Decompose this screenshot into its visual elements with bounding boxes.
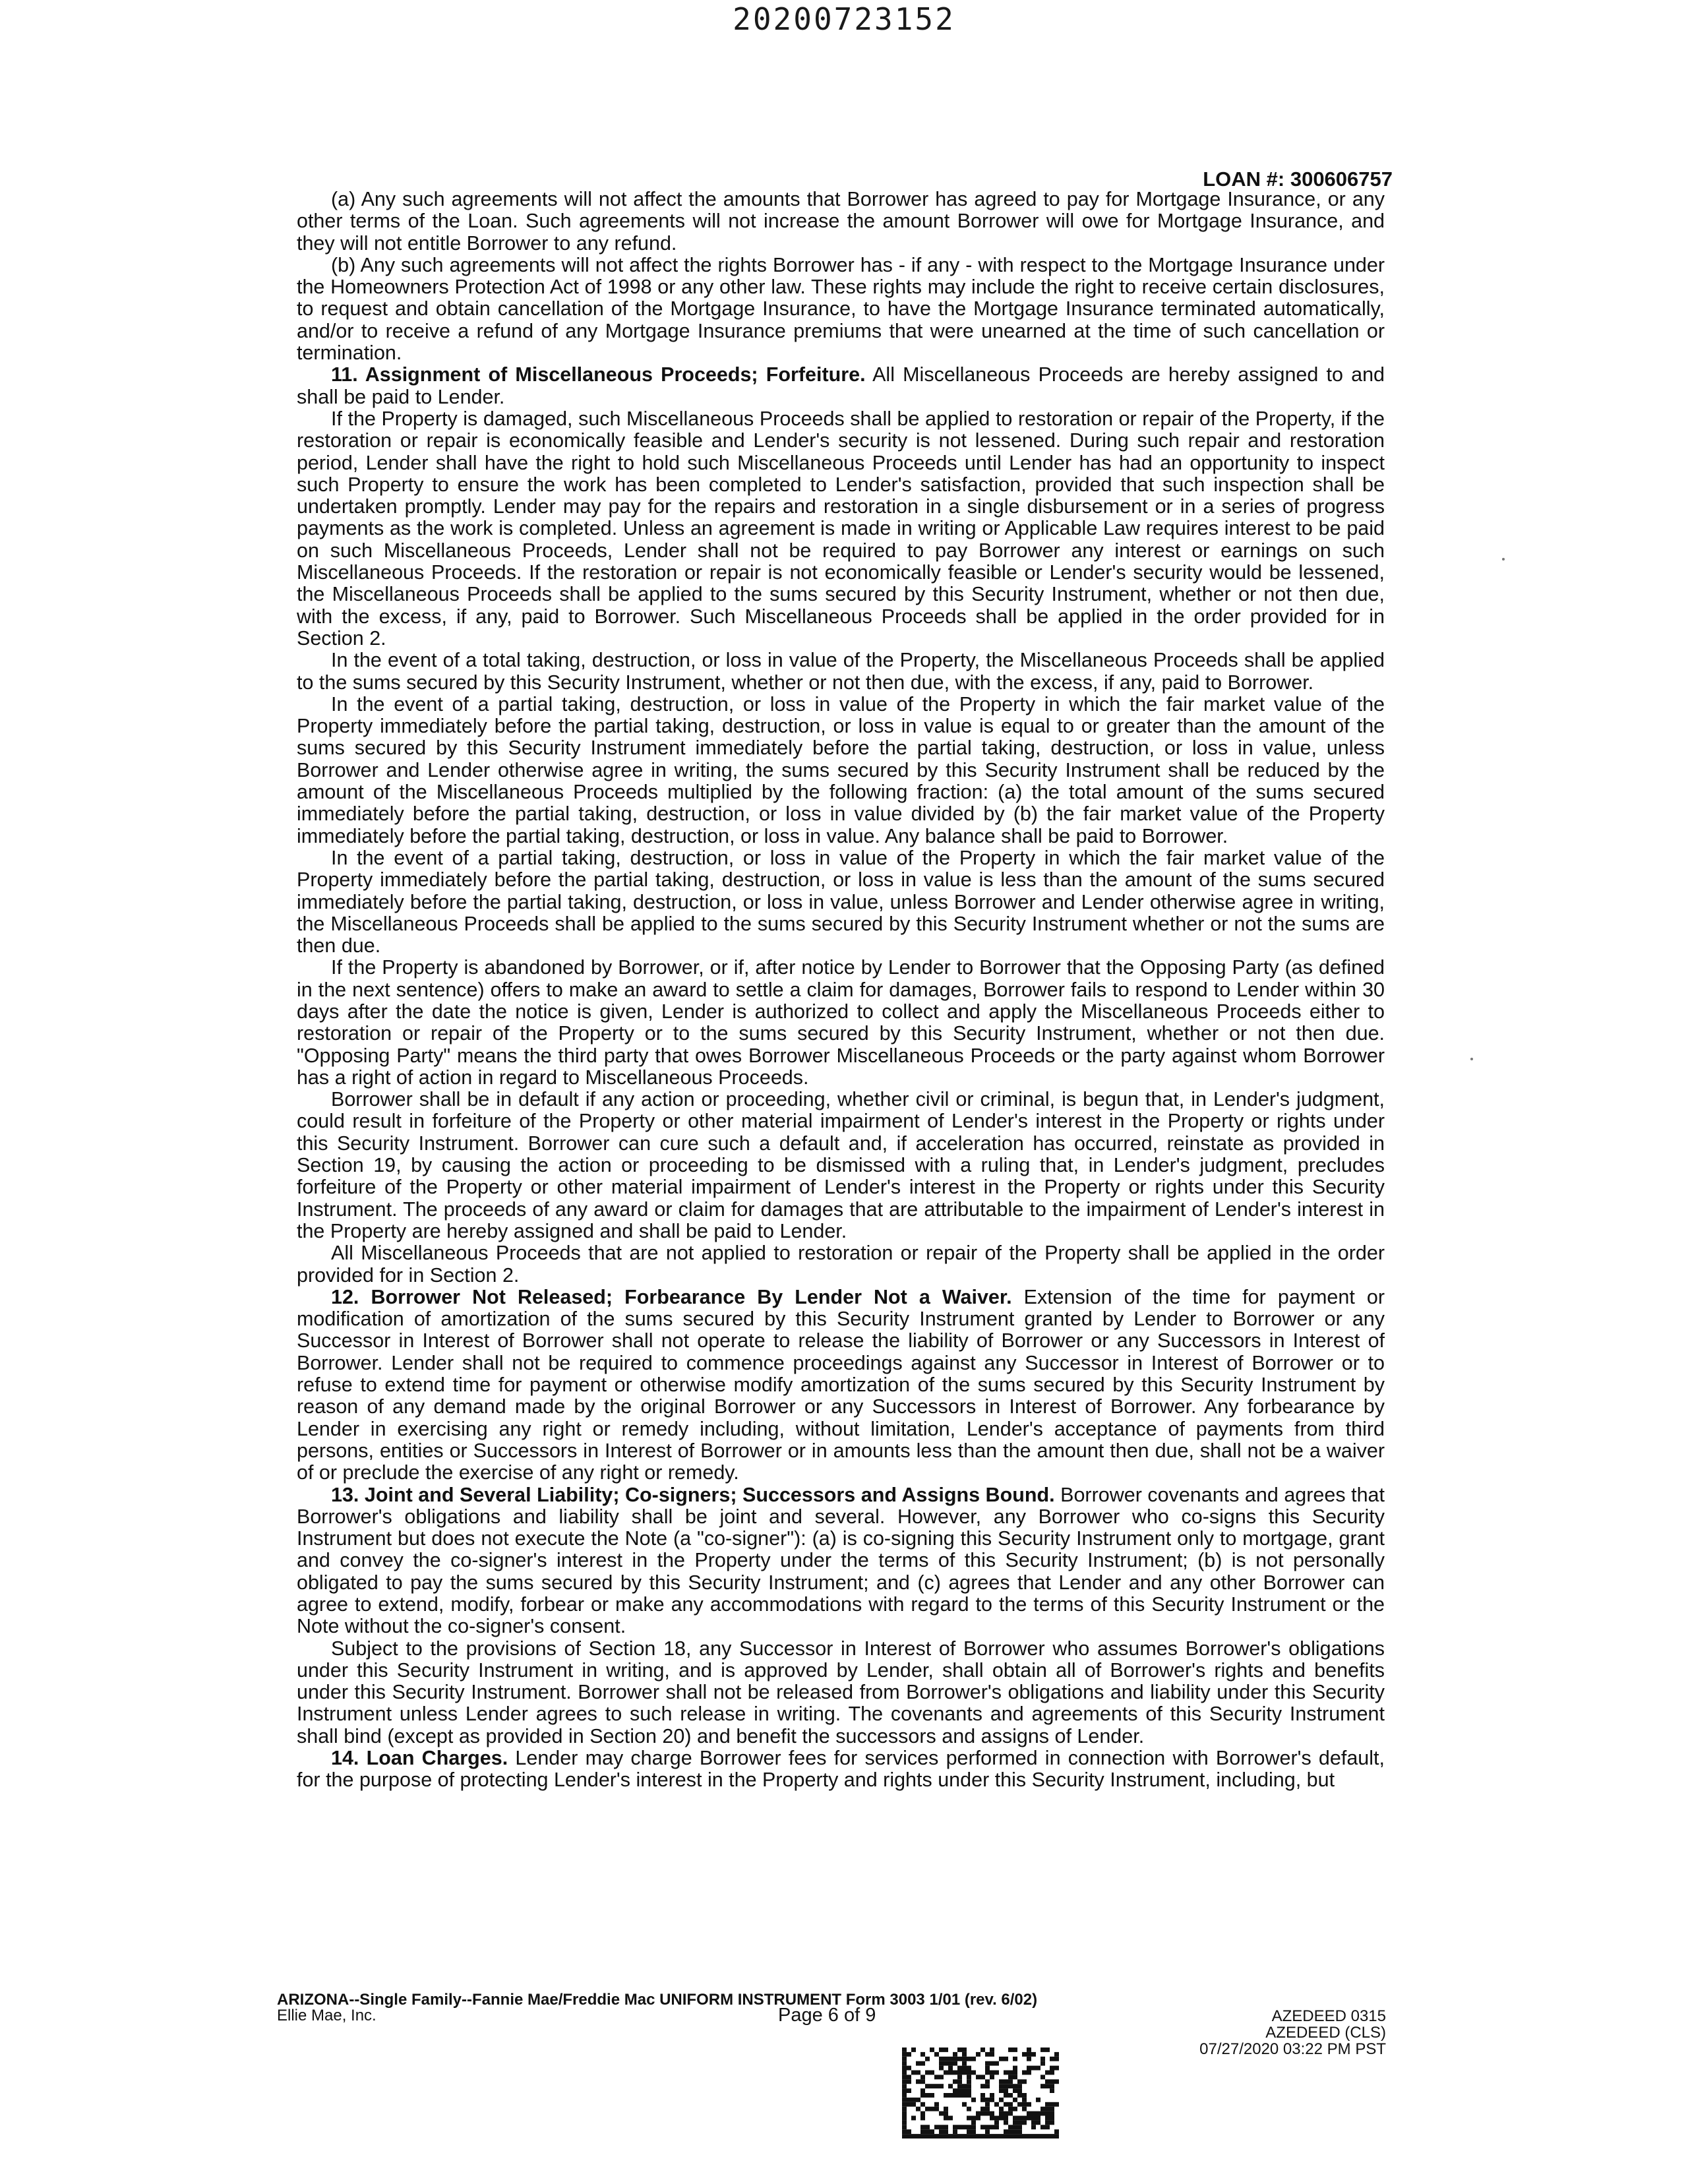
section-11-paragraph: If the Property is abandoned by Borrower, or if, after notice by Lender to Borrower that the Opposing Party (as defined in the next sentence) offers to make an award to settle a claim for damages, Borrower fails to respond to Lender within 30 days after the date the notice is given, Lender is authorized to collect and apply the Miscellaneous Proceeds either to restoration or repair of the Property or to the sums secured by this Security Instrument, whether or not then due. "Opposing Party" means the third party that owes Borrower Miscellaneous Proceeds or the party against whom Borrower has a right of action in regard to Miscellaneous Proceeds. (297, 956, 1385, 1089)
section-11-paragraph: In the event of a partial taking, destruction, or loss in value of the Property in which the fair market value of the Property immediately before the partial taking, destruction, or loss in value is less than the amount of the sums secured immediately before the partial taking, destruction, or loss in value, unless Borrower and Lender otherwise agree in writing, the Miscellaneous Proceeds shall be applied to the sums secured by this Security Instrument whether or not the sums are then due. (297, 846, 1385, 957)
scan-speck (1470, 1058, 1473, 1060)
section-13 (297, 1484, 1385, 1638)
vendor-name: Ellie Mae, Inc. (277, 2007, 377, 2024)
section-11-paragraph: Borrower shall be in default if any action or proceeding, whether civil or criminal, is begun that, in Lender's judgment, could result in forfeiture of the Property or other material impairment of Lender's interest in the Property or rights under this Security Instrument. Borrower can cure such a default and, if acceleration has occurred, reinstate as provided in Section 19, by causing the action or proceeding to be dismissed with a ruling that, in Lender's judgment, precludes forfeiture of the Property or other material impairment of Lender's interest in the Property or rights under this Security Instrument. The proceeds of any award or claim for damages that are attributable to the impairment of Lender's interest in the Property are hereby assigned and shall be paid to Lender. (297, 1088, 1385, 1242)
section-13-heading: 13. Joint and Several Liability; Co-signers; Successors and Assigns Bound. (331, 1483, 1055, 1506)
section-11-paragraph: In the event of a total taking, destruction, or loss in value of the Property, the Miscellaneous Proceeds shall be applied to the sums secured by this Security Instrument, whether or not then due, with the excess, if any, paid to Borrower. (297, 649, 1385, 694)
paragraph-a: (a) Any such agreements will not affect the amounts that Borrower has agreed to pay for Mortgage Insurance, or any other terms of the Loan. Such agreements will not increase the amount Borrower will owe for Mortgage Insurance, and they will not entitle Borrower to any refund. (297, 188, 1385, 255)
2d-barcode-icon (902, 2048, 1059, 2138)
recording-number: 20200723152 (733, 1, 955, 37)
print-timestamp: 07/27/2020 03:22 PM PST (1199, 2040, 1386, 2058)
form-codes (1199, 2008, 1386, 2057)
scan-speck (1502, 558, 1505, 561)
section-11 (297, 364, 1385, 408)
section-12-heading: 12. Borrower Not Released; Forbearance By Lender Not a Waiver. (331, 1285, 1012, 1308)
document-body (297, 189, 1385, 1792)
section-13-paragraph: Subject to the provisions of Section 18, any Successor in Interest of Borrower who assumes Borrower's obligations under this Security Instrument in writing, and is approved by Lender, shall obtain all of Borrower's rights and benefits under this Security Instrument. Borrower shall not be released from Borrower's obligations and liability under this Security Instrument unless Lender agrees to such release in writing. The covenants and agreements of this Security Instrument shall bind (except as provided in Section 20) and benefit the successors and assigns of Lender. (297, 1637, 1385, 1747)
section-11-heading: 11. Assignment of Miscellaneous Proceeds; Forfeiture. (331, 363, 866, 386)
section-11-paragraph: In the event of a partial taking, destruction, or loss in value of the Property in which the fair market value of the Property immediately before the partial taking, destruction, or loss in value is equal to or greater than the amount of the sums secured by this Security Instrument immediately before the partial taking, destruction, or loss in value, unless Borrower and Lender otherwise agree in writing, the sums secured by this Security Instrument shall be reduced by the amount of the Miscellaneous Proceeds multiplied by the following fraction: (a) the total amount of the sums secured immediately before the partial taking, destruction, or loss in value divided by (b) the fair market value of the Property immediately before the partial taking, destruction, or loss in value. Any balance shall be paid to Borrower. (297, 692, 1385, 847)
form-code: AZEDEED 0315 (1271, 2007, 1386, 2025)
section-14-heading: 14. Loan Charges. (331, 1747, 508, 1770)
section-14-text: Lender may charge Borrower fees for services performed in connection with Borrower's default, for the purpose of protecting Lender's interest in the Property and rights under this Security Instrument, including, but (297, 1747, 1385, 1792)
page-number: Page 6 of 9 (778, 2005, 876, 2026)
section-11-paragraph: All Miscellaneous Proceeds that are not applied to restoration or repair of the Property shall be applied in the order provided for in Section 2. (297, 1242, 1385, 1287)
form-identifier: ARIZONA--Single Family--Fannie Mae/Freddie Mac UNIFORM INSTRUMENT Form 3003 1/01 (rev. 6/02) (277, 1991, 1038, 2009)
paragraph-b: (b) Any such agreements will not affect the rights Borrower has - if any - with respect to the Mortgage Insurance under the Homeowners Protection Act of 1998 or any other law. These rights may include the right to receive certain disclosures, to request and obtain cancellation of the Mortgage Insurance, to have the Mortgage Insurance terminated automatically, and/or to receive a refund of any Mortgage Insurance premiums that were unearned at the time of such cancellation or termination. (297, 253, 1385, 365)
section-11-paragraph: If the Property is damaged, such Miscellaneous Proceeds shall be applied to restoration or repair of the Property, if the restoration or repair is economically feasible and Lender's security is not lessened. During such repair and restoration period, Lender shall have the right to hold such Miscellaneous Proceeds until Lender has had an opportunity to inspect such Property to ensure the work has been completed to Lender's satisfaction, provided that such inspection shall be undertaken promptly. Lender may pay for the repairs and restoration in a single disbursement or in a series of progress payments as the work is completed. Unless an agreement is made in writing or Applicable Law requires interest to be paid on such Miscellaneous Proceeds, Lender shall not be required to pay Borrower any interest or earnings on such Miscellaneous Proceeds. If the restoration or repair is not economically feasible or Lender's security would be lessened, the Miscellaneous Proceeds shall be applied to the sums secured by this Security Instrument, whether or not then due, with the excess, if any, paid to Borrower. Such Miscellaneous Proceeds shall be applied in the order provided for in Section 2. (297, 407, 1385, 650)
section-11-text: All Miscellaneous Proceeds are hereby assigned to and shall be paid to Lender. (297, 363, 1385, 408)
loan-number: LOAN #: 300606757 (1203, 167, 1393, 191)
section-12-text: Extension of the time for payment or modification of amortization of the sums secured by this Security Instrument granted by Lender to Borrower or any Successor in Interest of Borrower shall not operate to release the liability of Borrower or any Successors in Interest of Borrower. Lender shall not be required to commence proceedings against any Successor in Interest of Borrower or to refuse to extend time for payment or otherwise modify amortization of the sums secured by this Security Instrument by reason of any demand made by the original Borrower or any Successors in Interest of Borrower. Any forbearance by Lender in exercising any right or remedy including, without limitation, Lender's acceptance of payments from third persons, entities or Successors in Interest of Borrower or in amounts less than the amount then due, shall not be a waiver of or preclude the exercise of any right or remedy. (297, 1285, 1385, 1484)
section-14 (297, 1747, 1385, 1792)
section-12 (297, 1287, 1385, 1484)
form-code-cls: AZEDEED (CLS) (1265, 2024, 1386, 2042)
section-13-text: Borrower covenants and agrees that Borrower's obligations and liability shall be joint and several. However, any Borrower who co-signs this Security Instrument but does not execute the Note (a "co-signer"): (a) is co-signing this Security Instrument only to mortgage, grant and convey the co-signer's interest in the Property under the terms of this Security Instrument; (b) is not personally obligated to pay the sums secured by this Security Instrument; and (c) agrees that Lender and any other Borrower can agree to extend, modify, forbear or make any accommodations with regard to the terms of this Security Instrument or the Note without the co-signer's consent. (297, 1483, 1385, 1638)
